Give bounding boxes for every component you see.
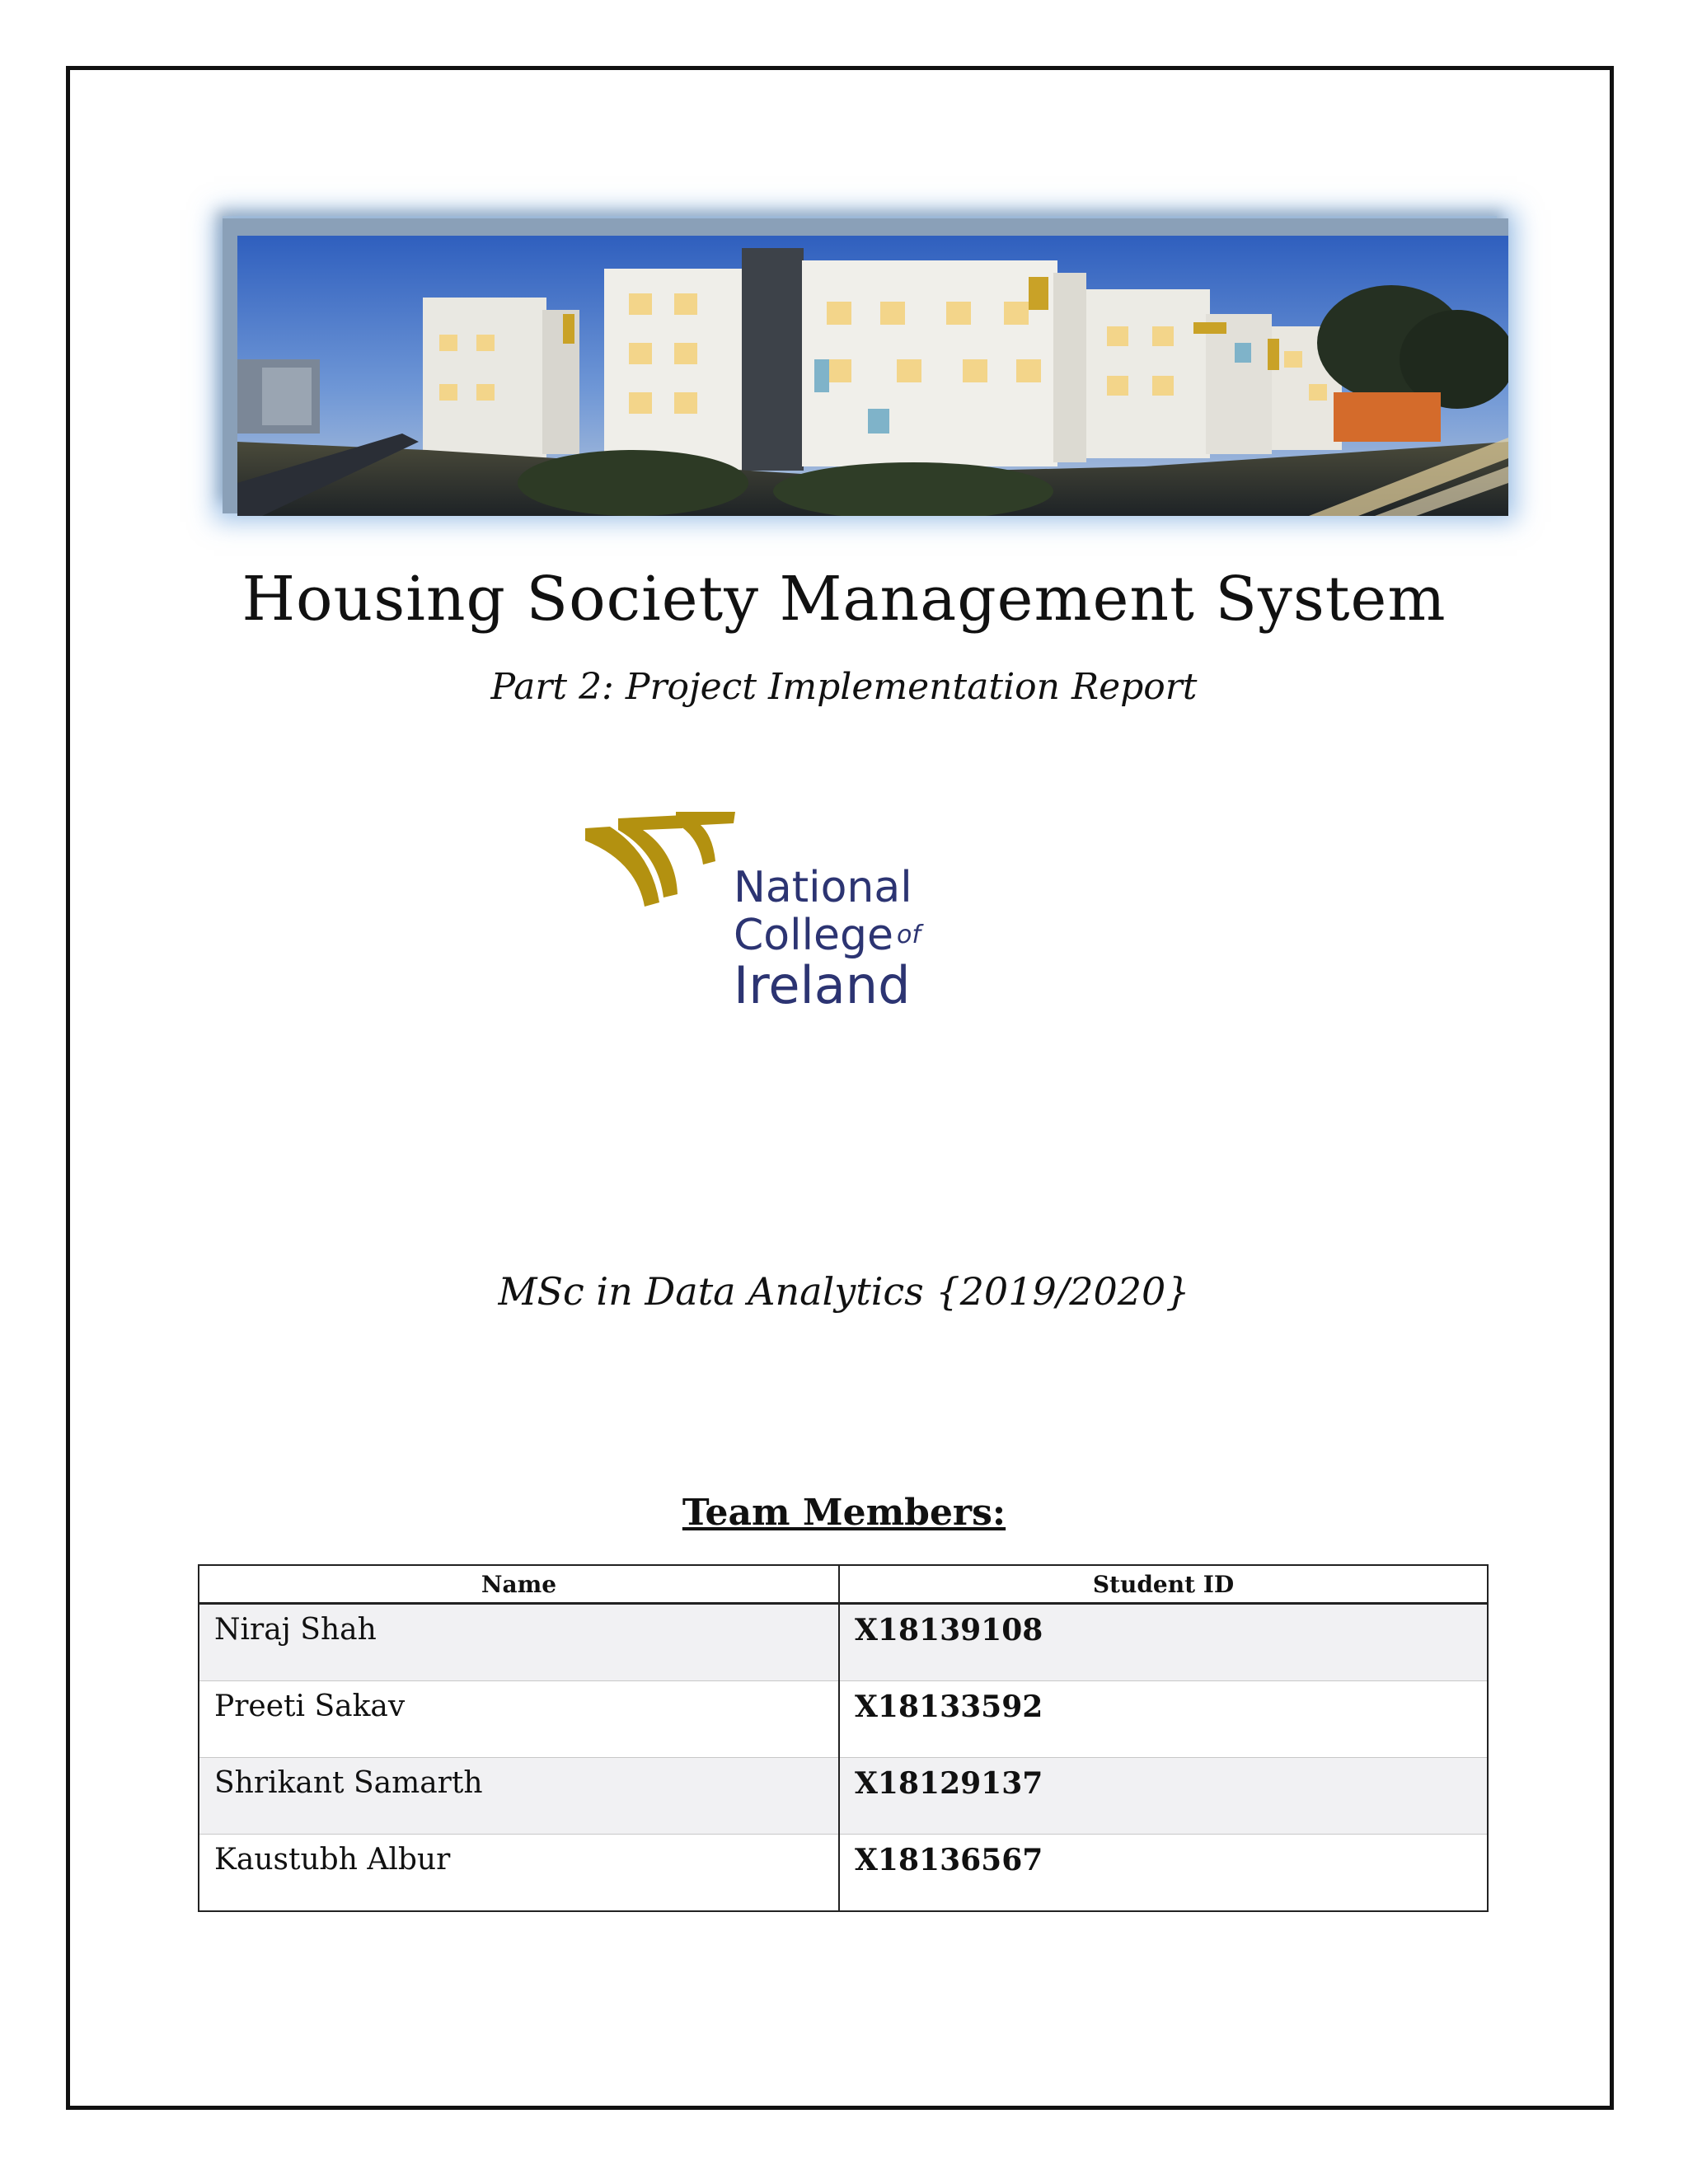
building-illustration bbox=[237, 236, 1508, 516]
college-logo bbox=[585, 812, 921, 1018]
member-student-id: X18133592 bbox=[839, 1681, 1488, 1758]
header-name: Name bbox=[199, 1565, 839, 1604]
table-row bbox=[199, 1835, 1488, 1912]
logo-line-national: National bbox=[734, 863, 912, 912]
team-table bbox=[198, 1564, 1489, 1912]
document-title: Housing Society Management System bbox=[241, 564, 1447, 635]
member-student-id: X18139108 bbox=[839, 1604, 1488, 1681]
table-header-row bbox=[199, 1565, 1488, 1604]
document-subtitle: Part 2: Project Implementation Report bbox=[490, 666, 1198, 708]
logo-line-college-text: College bbox=[734, 911, 894, 960]
member-student-id: X18129137 bbox=[839, 1758, 1488, 1835]
header-student-id: Student ID bbox=[839, 1565, 1488, 1604]
program-name: MSc in Data Analytics {2019/2020} bbox=[498, 1269, 1190, 1314]
table-row bbox=[199, 1681, 1488, 1758]
table-row bbox=[199, 1758, 1488, 1835]
logo-line-ireland: Ireland bbox=[734, 955, 911, 1015]
logo-line-college bbox=[734, 911, 921, 960]
logo-chevrons-icon bbox=[585, 812, 742, 911]
table-row bbox=[199, 1604, 1488, 1681]
logo-line-of: of bbox=[897, 921, 921, 949]
team-heading: Team Members: bbox=[682, 1492, 1006, 1534]
member-name: Niraj Shah bbox=[199, 1604, 839, 1681]
member-student-id: X18136567 bbox=[839, 1835, 1488, 1912]
banner-image bbox=[237, 236, 1508, 516]
member-name: Shrikant Samarth bbox=[199, 1758, 839, 1835]
member-name: Kaustubh Albur bbox=[199, 1835, 839, 1912]
member-name: Preeti Sakav bbox=[199, 1681, 839, 1758]
